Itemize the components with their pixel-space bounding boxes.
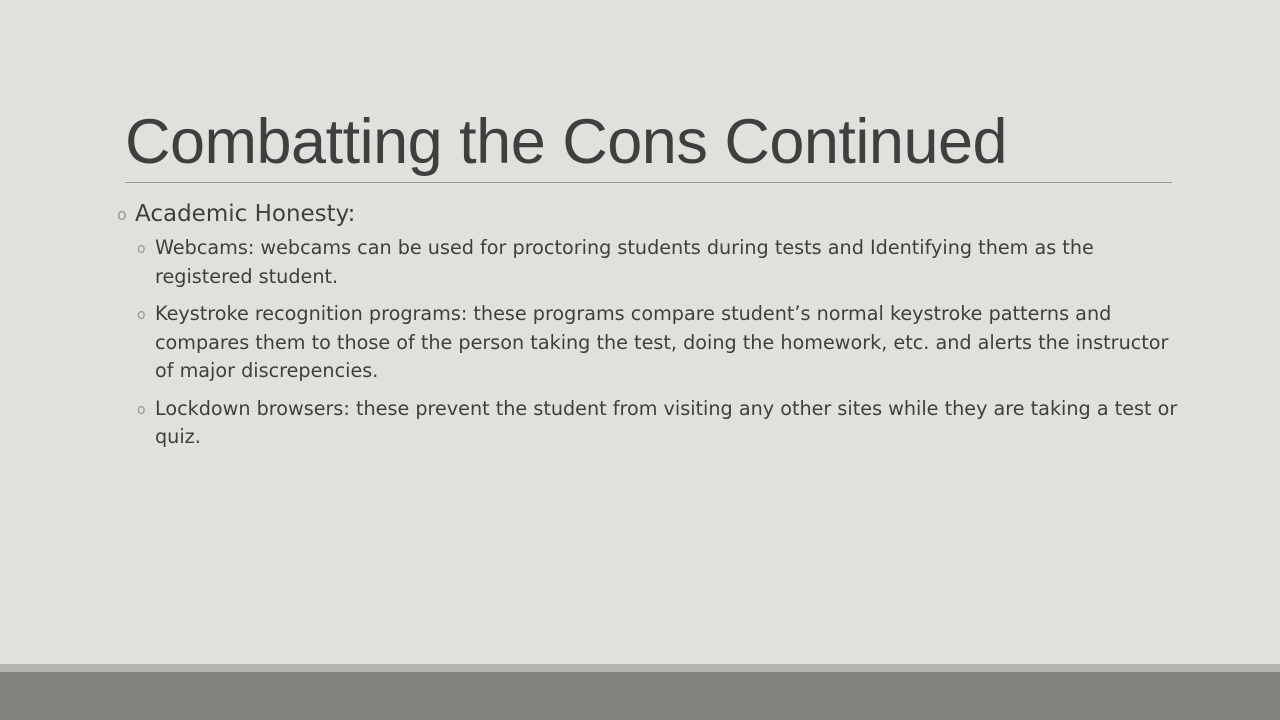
bullet-icon: o [137, 241, 146, 257]
bullet-icon: o [137, 401, 146, 418]
footer-band-light [0, 664, 1280, 672]
bullet-icon: o [117, 205, 127, 224]
sub-bullet-lockdown [137, 395, 1185, 452]
slide-title: Combatting the Cons Continued [125, 107, 1008, 177]
sub-bullet-webcams [137, 234, 1185, 291]
bullet-text: Academic Honesty: [135, 201, 356, 227]
bullet-academic-honesty [117, 198, 1177, 230]
bullet-icon: o [137, 307, 146, 323]
sub-bullet-text: Webcams: webcams can be used for proctoring students during tests and Identifying them as the registered student. [155, 236, 1094, 288]
sub-bullet-keystroke [137, 300, 1185, 386]
sub-bullet-text: Keystroke recognition programs: these programs compare student’s normal keystroke patterns and compares them to those of the person taking the test, doing the homework, etc. and alerts the instructor of major discrepencies. [155, 302, 1169, 382]
footer-band-dark [0, 672, 1280, 720]
title-divider [125, 182, 1172, 183]
slide-body [117, 198, 1177, 461]
sub-bullet-text: Lockdown browsers: these prevent the student from visiting any other sites while they are taking a test or quiz. [155, 396, 1178, 448]
sub-bullet-list [117, 234, 1177, 452]
